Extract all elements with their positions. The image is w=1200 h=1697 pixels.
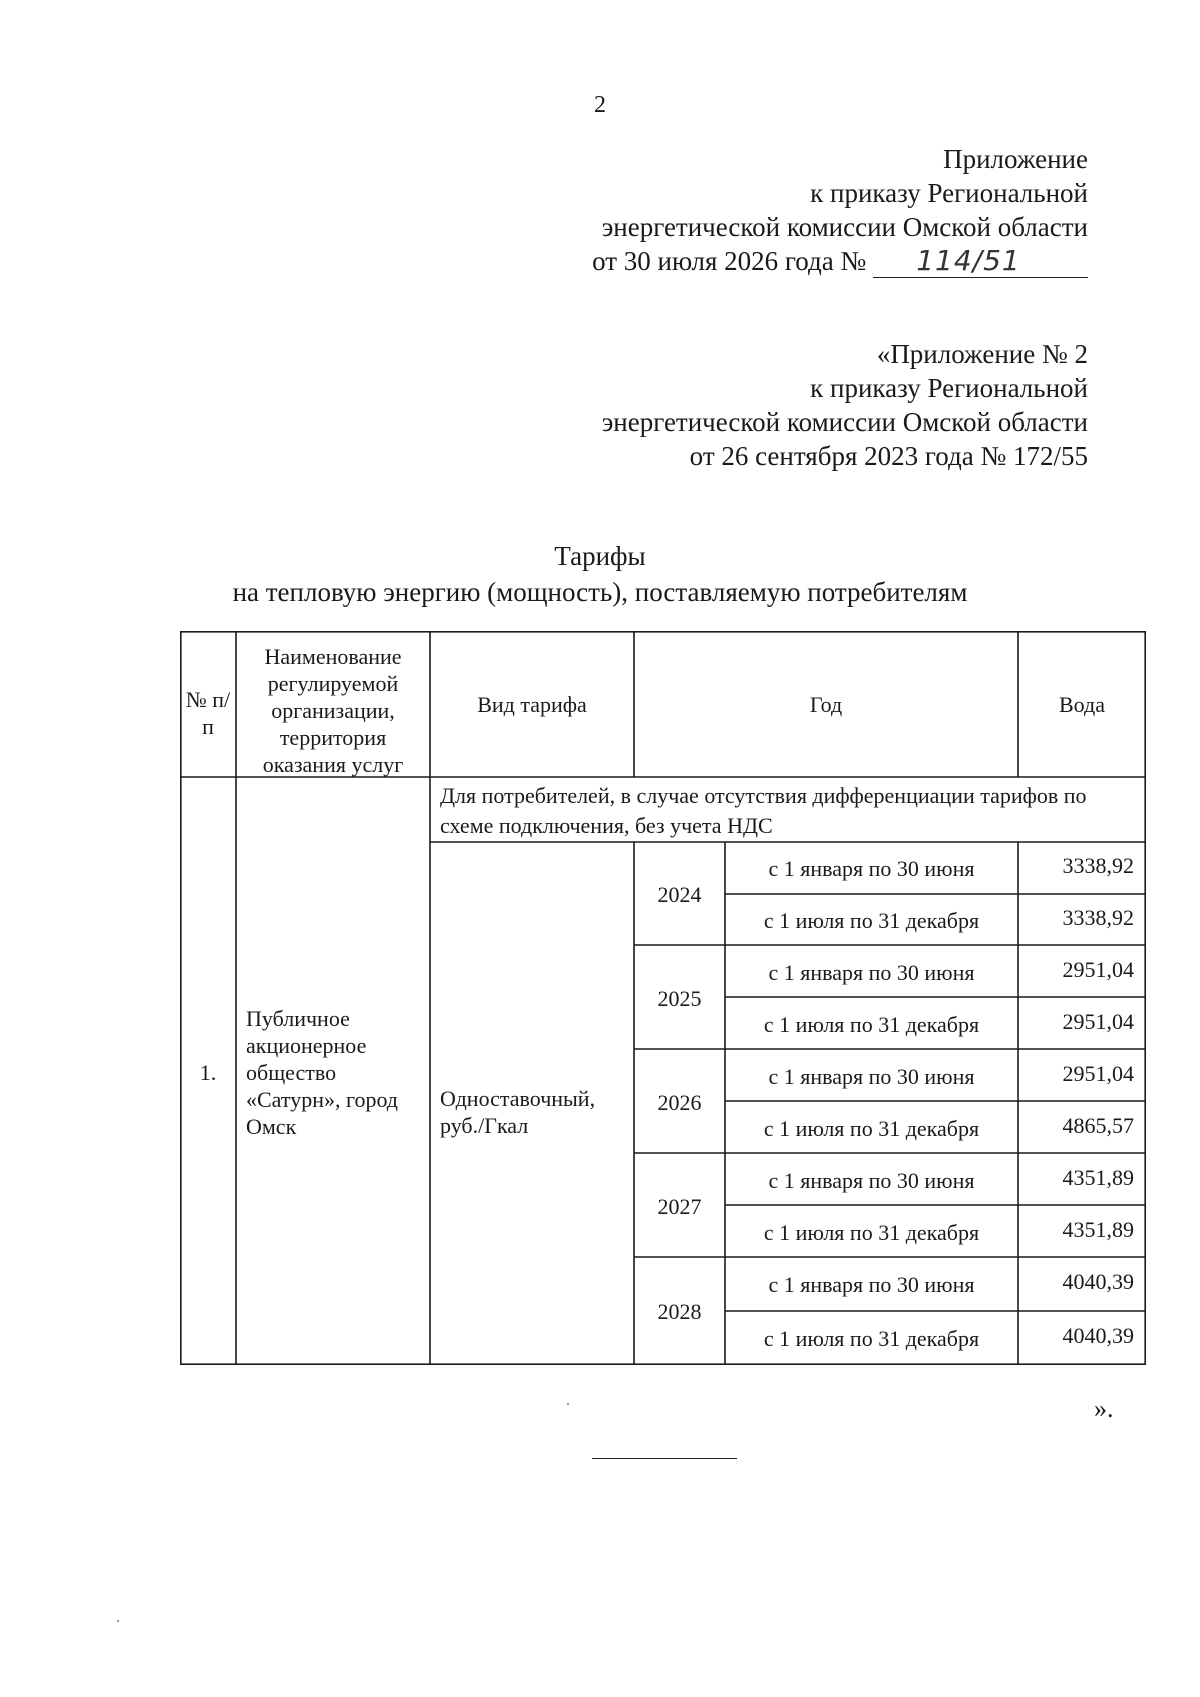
closing-quote: ». [1094,1394,1114,1423]
title-subline: на тепловую энергию (мощность), поставляемую потребителям [232,577,968,607]
page-number: 2 [594,92,606,118]
scan-speck [117,1620,119,1622]
tariff-value: 4040,39 [1062,1269,1134,1294]
tariff-value: 3338,92 [1062,853,1134,878]
title-line: Тарифы [554,541,646,571]
tariff-table [180,631,1146,1365]
year-cell: 2027 [657,1194,702,1219]
period-cell: с 1 июля по 31 декабря [763,1012,980,1037]
period-cell: с 1 июля по 31 декабря [763,908,980,933]
header-water: Вода [1059,692,1105,717]
order-date: от 30 июля 2026 года № [592,246,867,276]
period-cell: с 1 июля по 31 декабря [763,1116,980,1141]
tariff-value: 2951,04 [1062,1009,1134,1034]
appendix-line: энергетической комиссии Омской области [601,407,1088,437]
section-note: Для потребителей, в случае отсутствия дифференциации тарифов по схеме подключения, без учета НДС [440,783,1087,838]
handwritten-order-number: 114/51 [916,244,1021,277]
year-cell: 2026 [657,1090,702,1115]
appendix-line: к приказу Региональной [810,373,1088,403]
appendix-line: «Приложение № 2 [876,339,1088,369]
tariff-value: 2951,04 [1062,957,1134,982]
period-cell: с 1 января по 30 июня [768,1064,975,1089]
tariff-value: 2951,04 [1062,1061,1134,1086]
header-organization: Наименование регулируемой организации, территория оказания услуг [262,644,404,777]
order-number-field [873,244,1088,278]
header-year: Год [809,692,843,717]
end-of-document-rule [592,1458,737,1459]
row-number: 1. [199,1060,217,1085]
scan-speck [567,1403,569,1405]
tariff-value: 4040,39 [1062,1323,1134,1348]
period-cell: с 1 июля по 31 декабря [763,1326,980,1351]
tariff-value: 4351,89 [1062,1165,1134,1190]
period-cell: с 1 января по 30 июня [768,1272,975,1297]
order-reference [592,244,1088,278]
period-cell: с 1 января по 30 июня [768,856,975,881]
appendix-line: энергетической комиссии Омской области [601,212,1088,242]
appendix-line: Приложение [943,144,1088,174]
header-tariff-type: Вид тарифа [477,692,587,717]
tariff-value: 4351,89 [1062,1217,1134,1242]
year-cell: 2024 [657,882,702,907]
organization-name: Публичное акционерное общество «Сатурн», город Омск [246,1006,399,1139]
year-cell: 2028 [657,1299,702,1324]
period-cell: с 1 января по 30 июня [768,960,975,985]
year-cell: 2025 [657,986,702,1011]
period-cell: с 1 января по 30 июня [768,1168,975,1193]
tariff-value: 4865,57 [1062,1113,1134,1138]
appendix-line: к приказу Региональной [810,178,1088,208]
appendix-header [592,142,1088,278]
header-number: № п/п [185,687,231,739]
tariff-type: Одноставочный, руб./Гкал [440,1086,596,1138]
original-appendix-header [602,337,1088,473]
tariff-value: 3338,92 [1062,905,1134,930]
document-title [0,538,1200,610]
appendix-line: от 26 сентября 2023 года № 172/55 [689,441,1088,471]
period-cell: с 1 июля по 31 декабря [763,1220,980,1245]
